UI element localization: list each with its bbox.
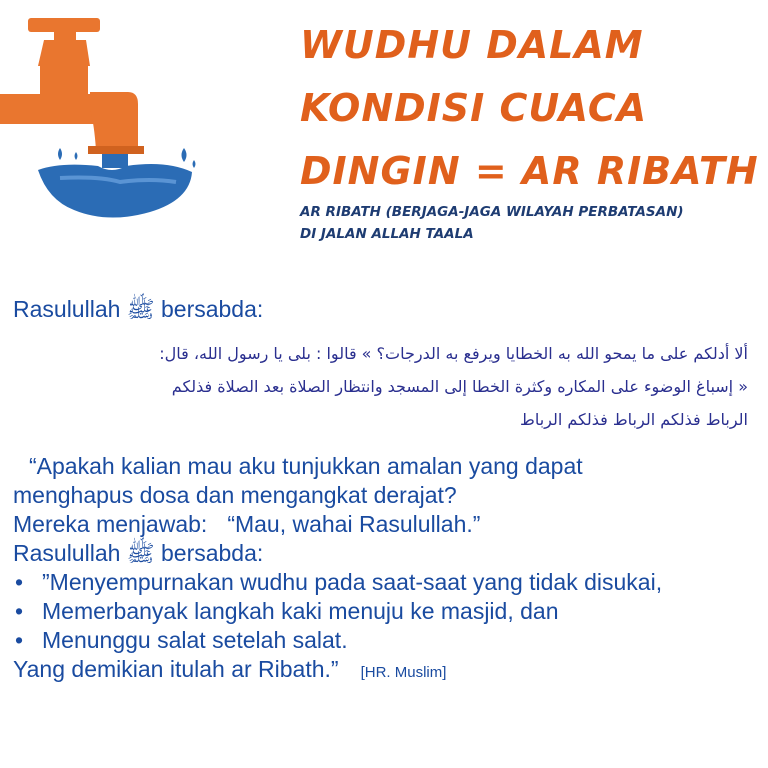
list-item [13,626,758,655]
closing-line [13,655,758,687]
said-suffix: bersabda: [160,540,264,566]
water-faucet-icon [0,0,290,230]
bullet-icon: • [15,598,24,624]
intro-suffix: bersabda: [160,296,264,322]
said-prefix: Rasulullah [13,540,121,566]
title-line: DINGIN = AR RIBATH [300,149,759,193]
arabic-line: الرباط فذلكم الرباط فذلكم الرباط [520,410,748,429]
list-item-text: Memerbanyak langkah kaki menuju ke masjid, dan [42,598,559,624]
arabic-hadith-text [35,337,748,436]
reply-line [13,510,758,539]
hadith-intro [13,294,263,324]
arabic-line: « إسباغ الوضوء على المكاره وكثرة الخطا إلى المسجد وانتظار الصلاة بعد الصلاة فذلكم [171,377,748,396]
intro-prefix: Rasulullah [13,296,121,322]
bullet-icon: • [15,569,24,595]
reply-label: Mereka menjawab: [13,511,208,537]
closing-text: Yang demikian itulah ar Ribath.” [13,656,339,682]
title-line: KONDISI CUACA [300,86,648,130]
page-title [300,14,762,203]
title-line: WUDHU DALAM [300,23,644,67]
reply-quote: “Mau, wahai Rasulullah.” [227,511,481,537]
list-item [13,597,758,626]
honorific-glyph: ﷺ [126,296,155,322]
subtitle-line: DI JALAN ALLAH TAALA [300,226,474,242]
list-item-text: ”Menyempurnakan wudhu pada saat-saat yang tidak disukai, [42,569,663,595]
honorific-glyph: ﷺ [126,540,155,566]
bullet-icon: • [15,627,24,653]
list-item [13,568,758,597]
hadith-source: [HR. Muslim] [360,664,447,681]
arabic-line: ألا أدلكم على ما يمحو الله به الخطايا ويرفع به الدرجات؟ » قالوا : بلى يا رسول الله، قال: [159,344,748,363]
said-line [13,539,758,568]
subtitle-line: AR RIBATH (BERJAGA-JAGA WILAYAH PERBATASAN) [300,204,684,220]
translation-line: menghapus dosa dan mengangkat derajat? [13,482,457,508]
list-item-text: Menunggu salat setelah salat. [42,627,348,653]
bullet-list [13,568,758,655]
hadith-translation [13,452,758,687]
translation-line: “Apakah kalian mau aku tunjukkan amalan yang dapat [29,453,583,479]
page-subtitle [300,201,762,245]
